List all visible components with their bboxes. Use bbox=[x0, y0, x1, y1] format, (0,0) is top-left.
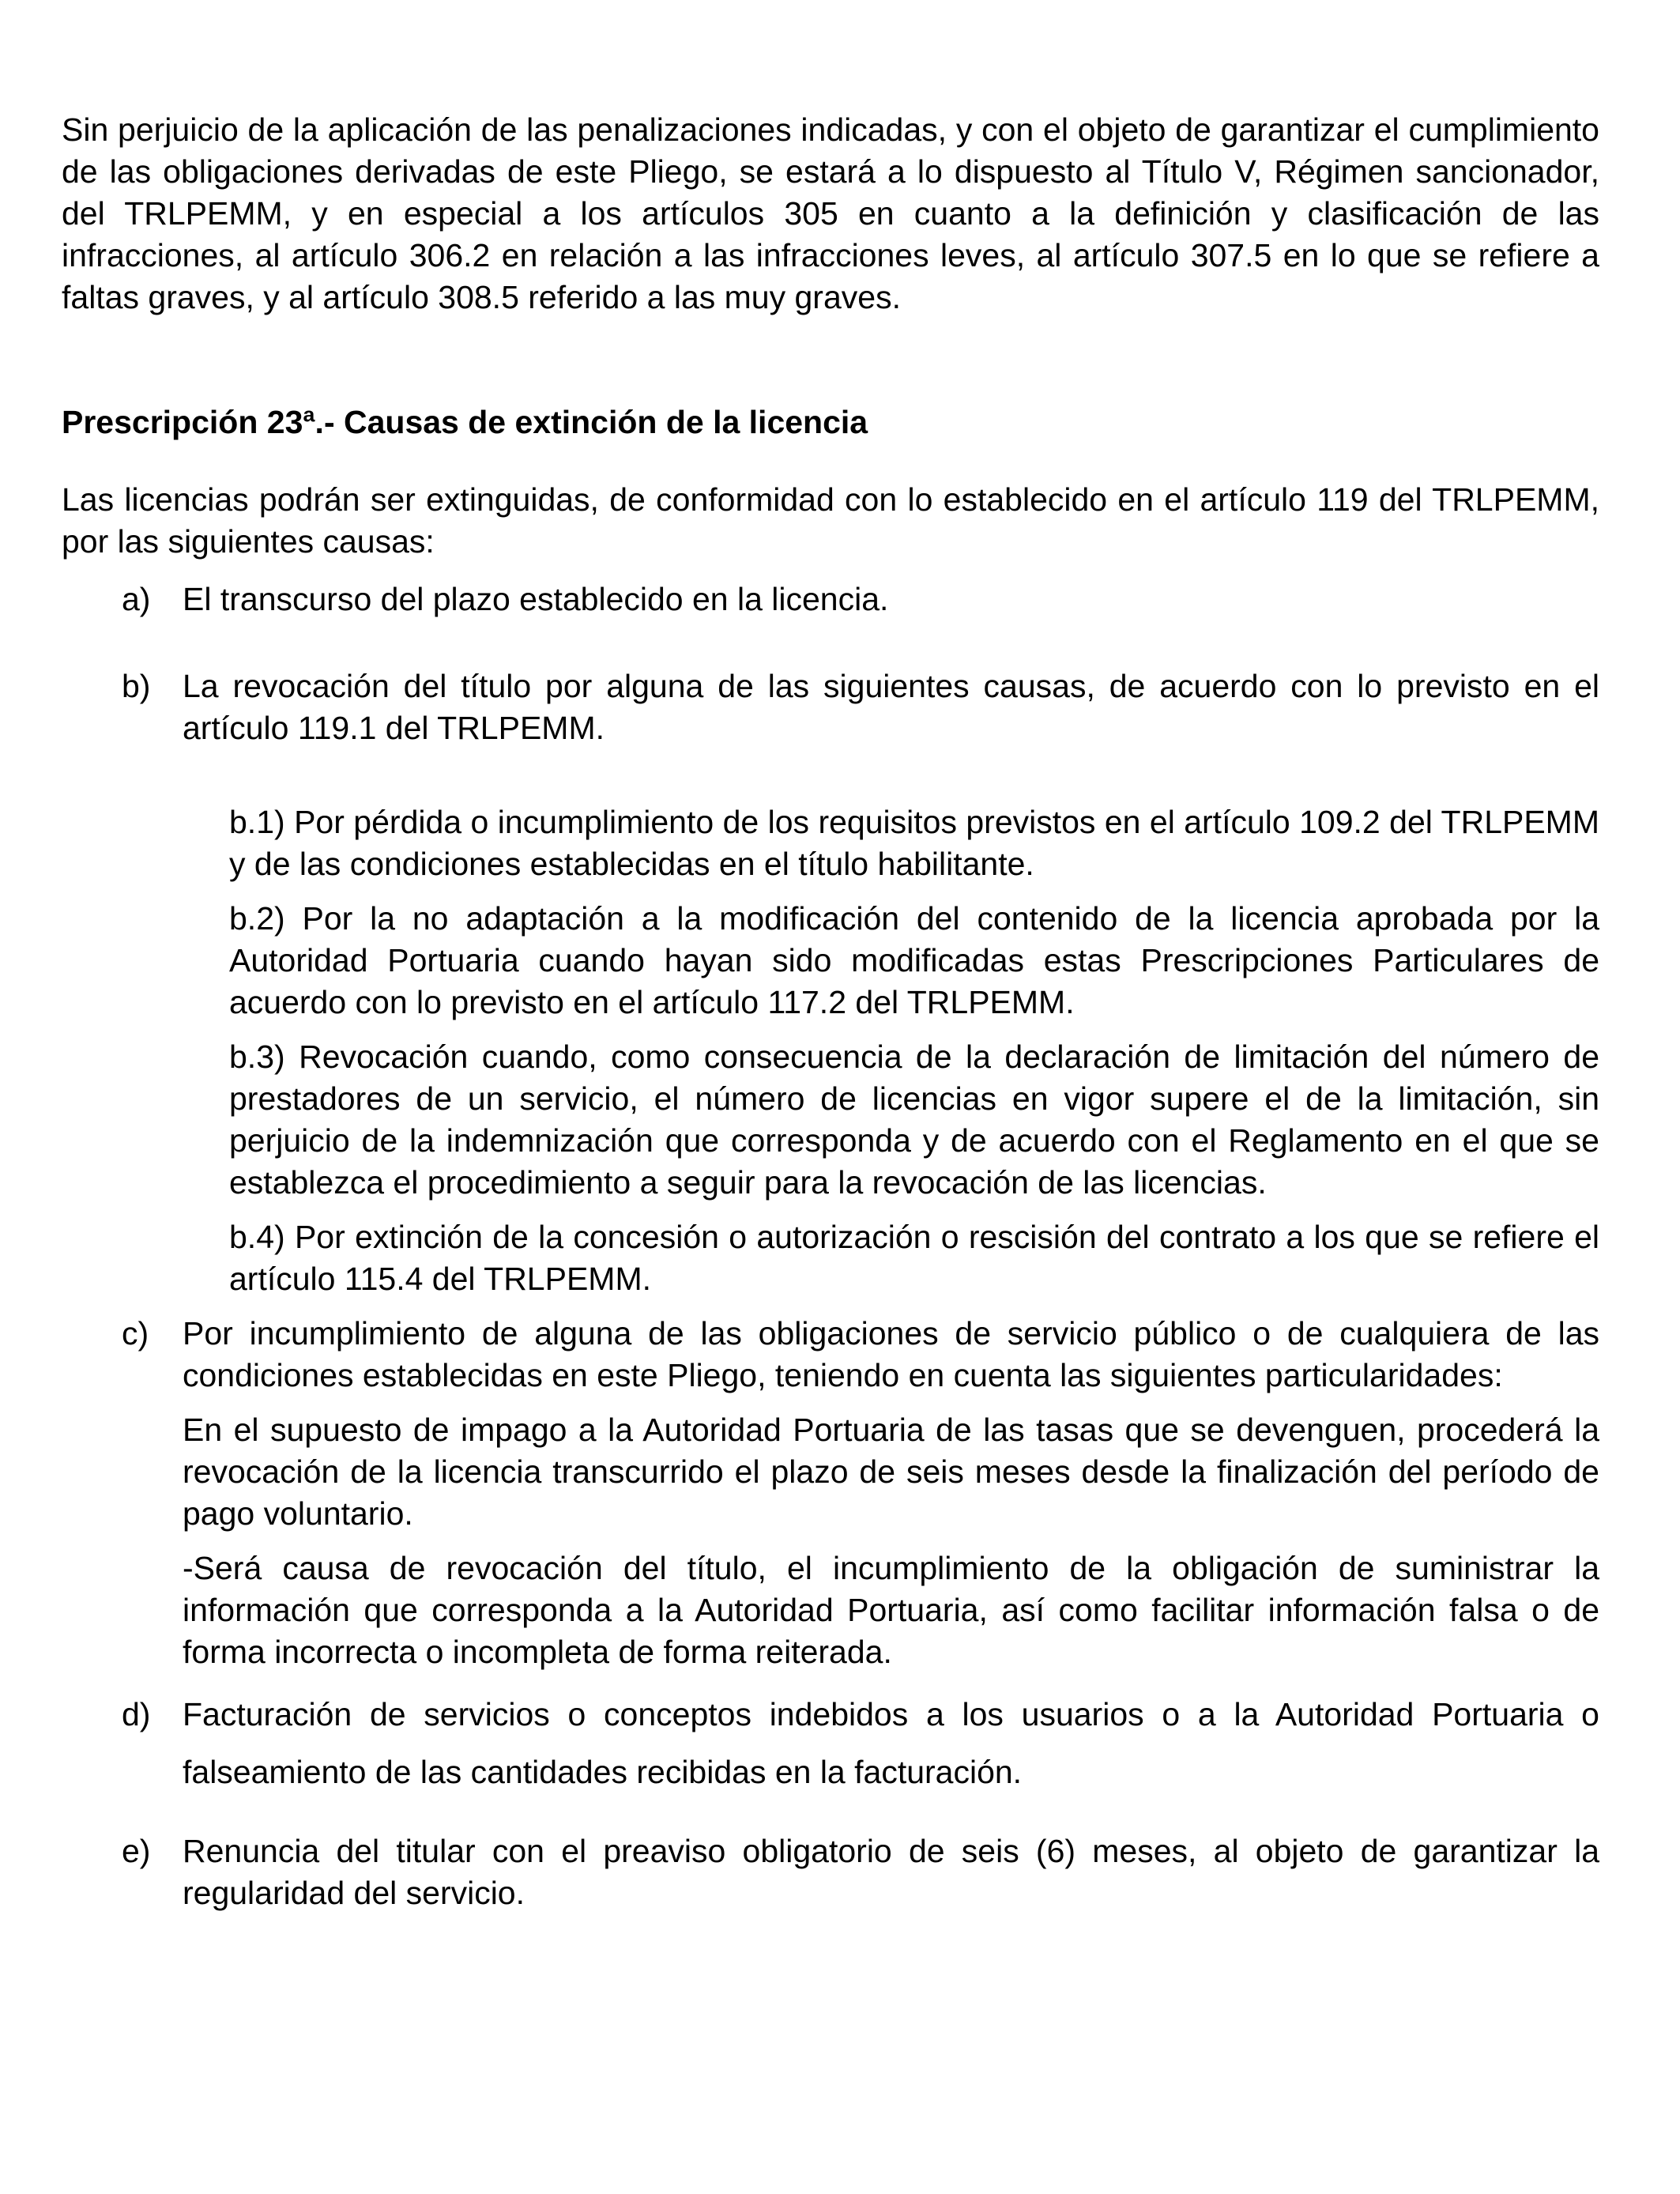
list-item-e bbox=[62, 1830, 1599, 1914]
sub-list-b bbox=[62, 801, 1599, 1300]
sub-item-b1: b.1) Por pérdida o incumplimiento de los requisitos previstos en el artículo 109.2 del TRLPEMM y de las condiciones establecidas en el título habilitante. bbox=[229, 804, 1599, 882]
list-text-c: Por incumplimiento de alguna de las obligaciones de servicio público o de cualquiera de las condiciones establecidas en este Pliego, teniendo en cuenta las siguientes particularidades: bbox=[183, 1315, 1599, 1393]
section-lead: Las licencias podrán ser extinguidas, de conformidad con lo establecido en el artículo 119 del TRLPEMM, por las siguientes causas: bbox=[62, 481, 1599, 560]
list-marker-a: a) bbox=[122, 581, 151, 617]
list-text-a: El transcurso del plazo establecido en la licencia. bbox=[183, 581, 889, 617]
list-item-c bbox=[62, 1313, 1599, 1397]
sub-item-b4: b.4) Por extinción de la concesión o autorización o rescisión del contrato a los que se refiere el artículo 115.4 del TRLPEMM. bbox=[229, 1219, 1599, 1297]
item-c-paragraph-2: -Será causa de revocación del título, el incumplimiento de la obligación de suministrar la información que corresponda a la Autoridad Portuaria, así como facilitar información falsa o de forma incorrecta o incompleta de forma reiterada. bbox=[183, 1550, 1599, 1670]
section-heading: Prescripción 23ª.- Causas de extinción de la licencia bbox=[62, 404, 868, 440]
list-text-b: La revocación del título por alguna de las siguientes causas, de acuerdo con lo previsto en el artículo 119.1 del TRLPEMM. bbox=[183, 668, 1599, 746]
list-text-e: Renuncia del titular con el preaviso obligatorio de seis (6) meses, al objeto de garantizar la regularidad del servicio. bbox=[183, 1833, 1599, 1911]
item-c-paragraph-1: En el supuesto de impago a la Autoridad Portuaria de las tasas que se devenguen, procederá la revocación de la licencia transcurrido el plazo de seis meses desde la finalización del período de pago voluntario. bbox=[183, 1412, 1599, 1532]
list-marker-e: e) bbox=[122, 1833, 151, 1869]
sub-item-b2: b.2) Por la no adaptación a la modificación del contenido de la licencia aprobada por la Autoridad Portuaria cuando hayan sido modificadas estas Prescripciones Particulares de acuerdo con lo previsto en el artículo 117.2 del TRLPEMM. bbox=[229, 900, 1599, 1020]
list-item-a bbox=[62, 579, 1599, 620]
sub-item-b3: b.3) Revocación cuando, como consecuencia de la declaración de limitación del número de prestadores de un servicio, el número de licencias en vigor supere el de la limitación, sin perjuicio de la indemnización que corresponda y de acuerdo con el Reglamento en el que se establezca el procedimiento a seguir para la revocación de las licencias. bbox=[229, 1039, 1599, 1201]
list-marker-b: b) bbox=[122, 668, 151, 704]
list-item-b bbox=[62, 665, 1599, 749]
list-marker-c: c) bbox=[122, 1315, 149, 1351]
list-marker-d: d) bbox=[122, 1696, 151, 1732]
list-item-d bbox=[62, 1686, 1599, 1801]
list-text-d: Facturación de servicios o conceptos indebidos a los usuarios o a la Autoridad Portuaria o falseamiento de las cantidades recibidas en la facturación. bbox=[183, 1696, 1599, 1790]
intro-paragraph: Sin perjuicio de la aplicación de las penalizaciones indicadas, y con el objeto de garantizar el cumplimiento de las obligaciones derivadas de este Pliego, se estará a lo dispuesto al Título V, Régimen sancionador, del TRLPEMM, y en especial a los artículos 305 en cuanto a la definición y clasificación de las infracciones, al artículo 306.2 en relación a las infracciones leves, al artículo 307.5 en lo que se refiere a faltas graves, y al artículo 308.5 referido a las muy graves. bbox=[62, 111, 1599, 315]
document-page bbox=[62, 109, 1599, 1914]
